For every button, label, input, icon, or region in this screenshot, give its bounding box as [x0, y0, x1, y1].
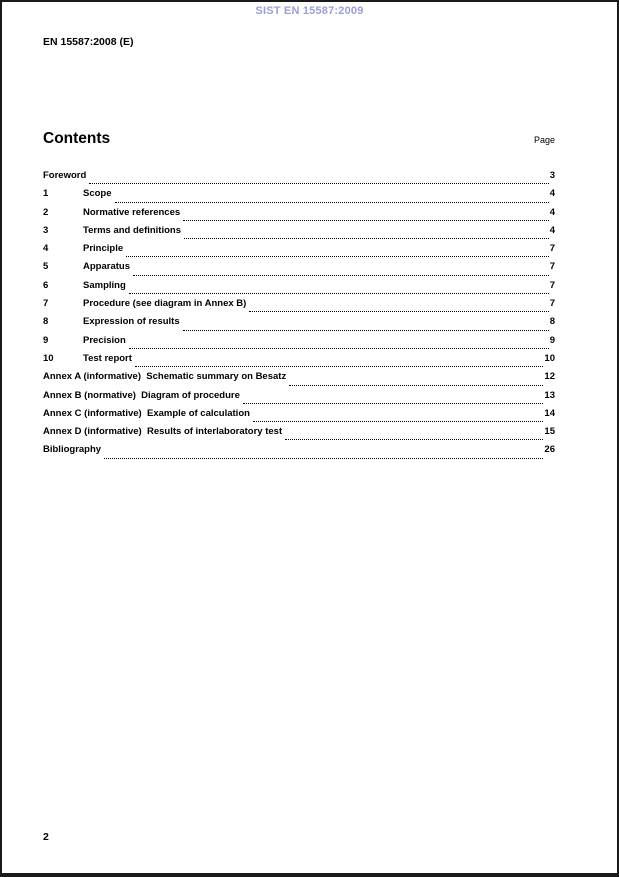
toc-dotted-leader [289, 385, 543, 386]
toc-entry-page: 15 [544, 426, 555, 438]
toc-entry[interactable] [43, 243, 555, 261]
toc-entry-page: 10 [544, 352, 555, 364]
toc-entry-label: Precision [83, 334, 126, 346]
toc-entry[interactable] [43, 390, 555, 408]
toc-entry-page: 9 [549, 334, 555, 346]
toc-entry-label: Procedure (see diagram in Annex B) [83, 298, 247, 310]
document-reference: EN 15587:2008 (E) [43, 36, 134, 48]
toc-entry-number: 1 [43, 188, 49, 200]
toc-entry[interactable] [43, 170, 555, 188]
toc-entry-label: Annex C (informative) Example of calculation [43, 407, 250, 419]
toc-dotted-leader [183, 330, 549, 331]
toc-entry[interactable] [43, 371, 555, 389]
toc-dotted-leader [129, 348, 549, 349]
contents-header [43, 130, 555, 148]
toc-entry[interactable] [43, 408, 555, 426]
toc-dotted-leader [133, 275, 549, 276]
toc-entry[interactable] [43, 225, 555, 243]
toc-entry-page: 4 [549, 188, 555, 200]
toc-entry-label: Annex A (informative) Schematic summary on Besatz [43, 371, 287, 383]
toc-dotted-leader [89, 183, 548, 184]
footer-page-number: 2 [43, 831, 49, 843]
toc-dotted-leader [285, 439, 543, 440]
toc-entry-number: 10 [43, 352, 54, 364]
contents-title: Contents [43, 130, 111, 147]
toc-entry-page: 7 [549, 279, 555, 291]
toc-entry-label: Annex D (informative) Results of interlaboratory test [43, 426, 283, 438]
toc-dotted-leader [129, 293, 549, 294]
toc-entry[interactable] [43, 207, 555, 225]
toc-entry-page: 12 [544, 371, 555, 383]
toc-entry-label: Foreword [43, 170, 87, 181]
toc-entry-label: Normative references [83, 206, 181, 218]
toc-entry-label: Apparatus [83, 261, 130, 273]
toc-entry-page: 8 [549, 316, 555, 328]
toc-entry-number: 7 [43, 298, 49, 310]
toc-entry-label: Terms and definitions [83, 224, 182, 236]
toc-dotted-leader [243, 403, 544, 404]
toc-dotted-leader [104, 458, 543, 459]
toc-entry[interactable] [43, 316, 555, 334]
watermark-text: SIST EN 15587:2009 [255, 5, 364, 17]
toc-entry-label: Bibliography [43, 444, 102, 456]
toc-entry[interactable] [43, 426, 555, 444]
toc-entry[interactable] [43, 444, 555, 462]
toc-dotted-leader [183, 220, 549, 221]
toc-entry-page: 7 [549, 243, 555, 255]
toc-entry-page: 14 [544, 407, 555, 419]
toc-entry-number: 3 [43, 224, 49, 236]
toc-entry-number: 5 [43, 261, 49, 273]
toc-entry-label: Annex B (normative) Diagram of procedure [43, 389, 240, 401]
toc-entry-label: Scope [83, 188, 112, 200]
toc-dotted-leader [184, 238, 549, 239]
toc-entry-number: 4 [43, 243, 49, 255]
toc-entry[interactable] [43, 353, 555, 371]
toc-entry[interactable] [43, 188, 555, 206]
toc-entry-page: 26 [544, 444, 555, 456]
toc-dotted-leader [253, 421, 543, 422]
toc-entry-number: 9 [43, 334, 49, 346]
toc-entry-label: Principle [83, 243, 124, 255]
page-column-label: Page [533, 135, 555, 145]
toc-entry[interactable] [43, 261, 555, 279]
toc-entry-label: Sampling [83, 279, 126, 291]
toc-entry-label: Test report [83, 352, 132, 364]
toc-entry-page: 4 [549, 224, 555, 236]
toc-entry-number: 6 [43, 279, 49, 291]
toc-entry-page: 13 [544, 389, 555, 401]
toc-dotted-leader [126, 256, 549, 257]
toc-entry-page: 3 [549, 170, 555, 181]
toc-entry[interactable] [43, 298, 555, 316]
toc-entry[interactable] [43, 335, 555, 353]
toc-dotted-leader [249, 311, 548, 312]
toc-entry-number: 8 [43, 316, 49, 328]
toc-entry-page: 7 [549, 298, 555, 310]
toc-entry-label: Expression of results [83, 316, 180, 328]
table-of-contents [43, 170, 555, 463]
toc-entry-page: 4 [549, 206, 555, 218]
toc-dotted-leader [115, 202, 549, 203]
toc-entry-page: 7 [549, 261, 555, 273]
toc-entry[interactable] [43, 280, 555, 298]
toc-dotted-leader [135, 366, 544, 367]
toc-entry-number: 2 [43, 206, 49, 218]
